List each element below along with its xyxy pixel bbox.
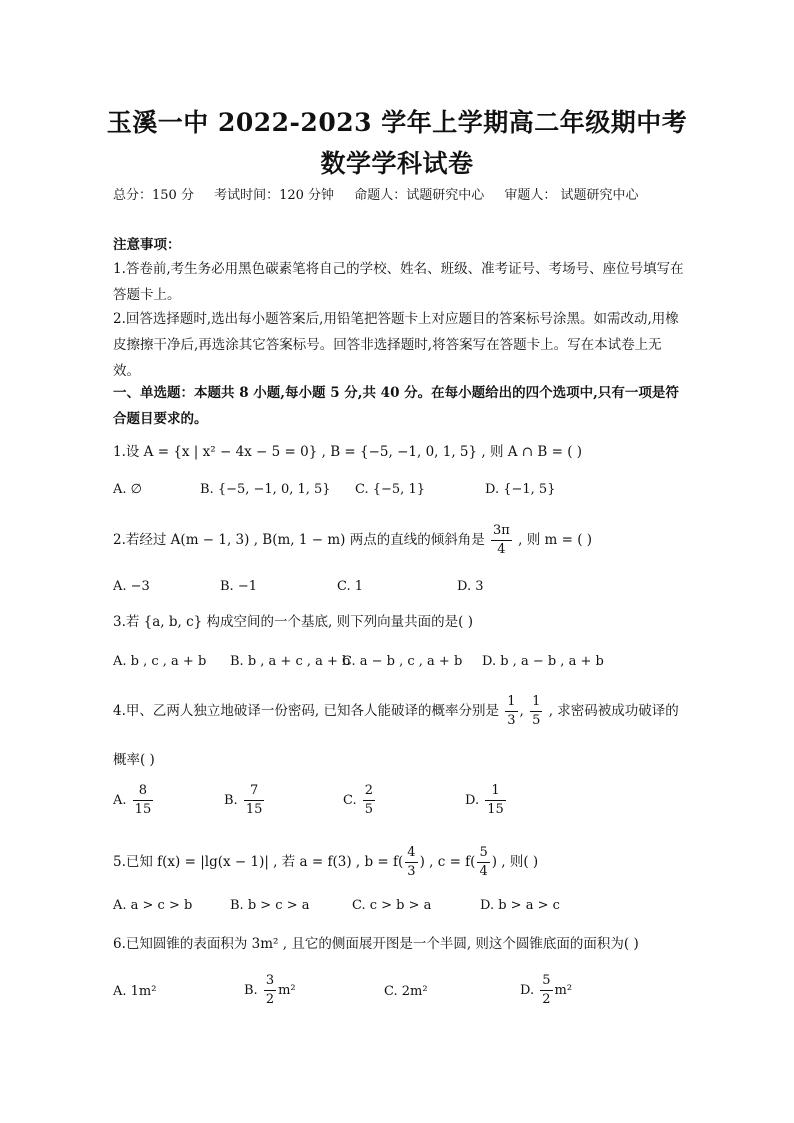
q5-f1-den: 3 <box>407 864 416 879</box>
q4-c-den: 5 <box>364 802 374 817</box>
q2-option-a: A. −3 <box>113 579 150 594</box>
question-6-stem: 6.已知圆锥的表面积为 3m² , 且它的侧面展开图是一个半圆, 则这个圆锥底面的面积为( ) <box>113 936 639 952</box>
q2-angle-fraction <box>491 522 512 559</box>
q4-stem-line2: 概率( ) <box>113 752 155 768</box>
q4-c-label: C. <box>343 793 357 808</box>
question-3-stem: 3.若 {a, b, c} 构成空间的一个基底, 则下列向量共面的是( ) <box>113 614 473 630</box>
q5-option-d: D. b > a > c <box>480 898 560 913</box>
question-1-stem: 1.设 A = {x | x² − 4x − 5 = 0} , B = {−5, −1, 0, 1, 5} , 则 A ∩ B = ( ) <box>113 444 583 460</box>
q4-stem-post: , 求密码被成功破译的 <box>548 703 679 719</box>
q1-option-c: C. {−5, 1} <box>355 482 425 497</box>
question-5-stem <box>113 844 538 881</box>
q4-d-num: 1 <box>485 782 506 801</box>
q5-stem-post: ) , 则( ) <box>491 854 539 870</box>
q2-stem-post: , 则 m = ( ) <box>518 532 593 548</box>
q2-frac-numerator: 3π <box>491 522 512 541</box>
q4-b-num: 7 <box>244 782 265 801</box>
q4-f2-numerator: 1 <box>530 693 542 712</box>
q3-option-c: C. a − b , c , a + b <box>342 654 463 669</box>
q3-option-b: B. b , a + c , a + b <box>230 654 351 669</box>
q5-stem-pre: 5.已知 f(x) = |lg(x − 1)| , 若 a = f(3) , b = f( <box>113 854 404 870</box>
q2-option-d: D. 3 <box>457 579 484 594</box>
q4-option-d <box>465 782 508 819</box>
q4-d-den: 15 <box>487 802 504 817</box>
setter: 命题人：试题研究中心 <box>354 188 485 203</box>
q4-a-den: 15 <box>134 802 152 817</box>
q4-c-num: 2 <box>363 782 375 801</box>
q4-option-c <box>343 782 377 819</box>
total-score: 总分：150 分 <box>113 188 194 203</box>
q4-a-num: 8 <box>133 782 154 801</box>
q4-f2-denominator: 5 <box>532 713 541 728</box>
q1-option-b: B. {−5, −1, 0, 1, 5} <box>200 482 331 497</box>
q6-d-den: 2 <box>542 992 551 1007</box>
q1-option-a: A. ∅ <box>113 482 142 497</box>
exam-time: 考试时间：120 分钟 <box>214 188 335 203</box>
q2-stem-pre: 2.若经过 A(m − 1, 3) , B(m, 1 − m) 两点的直线的倾斜角是 <box>113 532 485 548</box>
q6-d-num: 5 <box>540 972 552 991</box>
q5-option-b: B. b > c > a <box>230 898 310 913</box>
notes-heading: 注意事项： <box>113 237 181 253</box>
q2-option-c: C. 1 <box>337 579 364 594</box>
q4-d-label: D. <box>465 793 480 808</box>
q4-b-label: B. <box>224 793 238 808</box>
q1-option-d: D. {−1, 5} <box>485 482 556 497</box>
q6-option-b <box>244 972 296 1009</box>
question-4-stem: 4.甲、乙两人独立地破译一份密码, 已知各人能破译的概率分别是 $\frac{1}{3}$ , $\frac{1}{5}$ , 求密码被成功破译的 <box>113 694 679 728</box>
q4-a-label: A. <box>113 793 127 808</box>
q5-f2-den: 4 <box>479 864 488 879</box>
q5-f1-num: 4 <box>405 844 417 863</box>
q5-f2-num: 5 <box>477 844 489 863</box>
q6-d-label: D. <box>520 983 535 998</box>
q5-fraction-1 <box>405 844 417 881</box>
q4-option-a <box>113 782 155 819</box>
question-2-stem <box>113 522 592 559</box>
q4-f1-numerator: 1 <box>505 693 517 712</box>
q2-option-b: B. −1 <box>220 579 257 594</box>
reviewer: 审题人： 试题研究中心 <box>504 188 639 203</box>
q2-frac-denominator: 4 <box>497 542 506 557</box>
q4-stem-pre: 4.甲、乙两人独立地破译一份密码, 已知各人能破译的概率分别是 <box>113 703 499 719</box>
q6-b-unit: m² <box>278 983 296 998</box>
notes-item-1: 1.答卷前,考生务必用黑色碳素笔将自己的学校、姓名、班级、准考证号、考场号、座位号填写在答题卡上。 <box>113 261 684 303</box>
q6-b-num: 3 <box>264 972 276 991</box>
q4-prob-fraction-2 <box>530 693 542 730</box>
q6-b-den: 2 <box>265 992 275 1007</box>
exam-title-line1: 玉溪一中 2022-2023 学年上学期高二年级期中考 <box>106 108 688 137</box>
notes-item-2: 2.回答选择题时,选出每小题答案后,用铅笔把答题卡上对应题目的答案标号涂黑。如需改动,用橡皮擦擦干净后,再选涂其它答案标号。回答非选择题时,将答案写在答题卡上。写在本试卷上无效。 <box>113 311 679 379</box>
q5-option-c: C. c > b > a <box>352 898 432 913</box>
section-1-heading: 一、单选题：本题共 8 小题,每小题 5 分,共 40 分。在每小题给出的四个选项中,只有一项是符合题目要求的。 <box>113 385 679 427</box>
q5-stem-mid: ) , c = f( <box>419 854 476 870</box>
q4-option-b <box>224 782 266 819</box>
q5-option-a: A. a > c > b <box>113 898 193 913</box>
q6-option-a: A. 1m² <box>113 984 157 999</box>
q4-f1-denominator: 3 <box>507 713 516 728</box>
q4-b-den: 15 <box>245 802 263 817</box>
exam-meta <box>113 184 654 203</box>
exam-title-line2: 数学学科试卷 <box>320 149 474 178</box>
q6-b-label: B. <box>244 983 258 998</box>
q4-prob-fraction-1 <box>505 693 517 730</box>
q6-option-d <box>520 972 572 1009</box>
q3-option-d: D. b , a − b , a + b <box>482 654 604 669</box>
q5-fraction-2 <box>477 844 489 881</box>
q6-option-c: C. 2m² <box>384 984 428 999</box>
q6-d-unit: m² <box>554 983 573 998</box>
q3-option-a: A. b , c , a + b <box>113 654 207 669</box>
